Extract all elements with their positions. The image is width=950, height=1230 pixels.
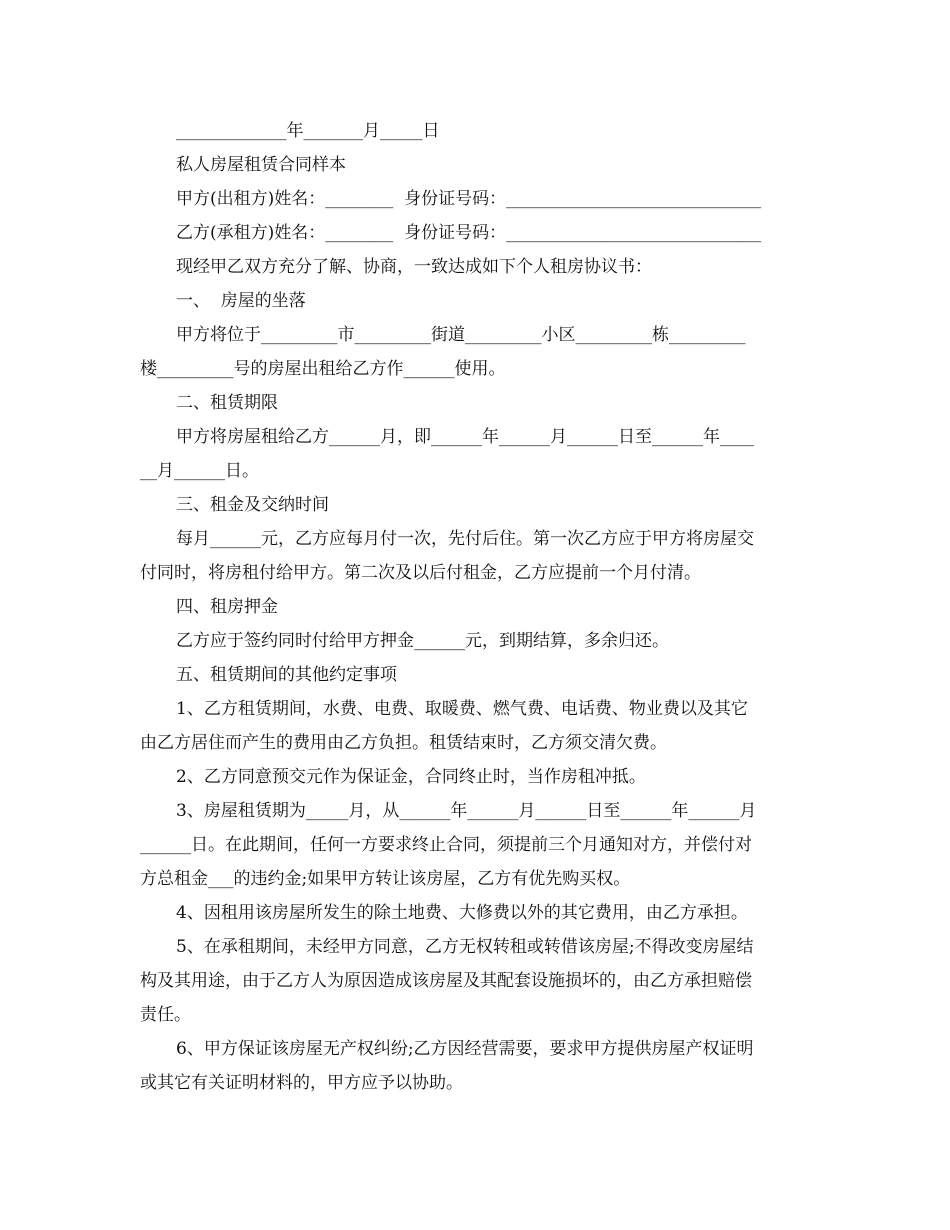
document-title: 私人房屋租赁合同样本 [176, 155, 346, 175]
section-2-line: 甲方将房屋租给乙方______月，即______年______月______日至______年____ [176, 427, 754, 447]
clause-5-line: 责任。 [140, 1005, 191, 1025]
clause-3-line: ______日。在此期间，任何一方要求终止合同，须提前三个月通知对方，并偿付对 [140, 835, 752, 855]
section-2-line: __月______日。 [140, 461, 259, 481]
clause-6-line: 或其它有关证明材料的，甲方应予以协助。 [140, 1073, 463, 1093]
section-5-heading: 五、租赁期间的其他约定事项 [176, 665, 397, 685]
party-a-line: 甲方(出租方)姓名：________ 身份证号码：______________________________ [176, 189, 762, 209]
section-4-line: 乙方应于签约同时付给甲方押金______元，到期结算，多余归还。 [176, 631, 669, 651]
clause-5-line: 构及其用途，由于乙方人为原因造成该房屋及其配套设施损坏的，由乙方承担赔偿 [140, 971, 752, 991]
clause-3-line: 3、房屋租赁期为_____月，从______年______月______日至______年______月 [176, 801, 757, 821]
section-1-line: 楼_________号的房屋出租给乙方作______使用。 [140, 359, 506, 379]
clause-4-line: 4、因租用该房屋所发生的除土地费、大修费以外的其它费用，由乙方承担。 [176, 903, 748, 923]
section-3-line: 付同时，将房租付给甲方。第二次及以后付租金，乙方应提前一个月付清。 [140, 563, 701, 583]
clause-2-line: 2、乙方同意预交元作为保证金，合同终止时，当作房租冲抵。 [176, 767, 646, 787]
section-1-heading: 一、 房屋的坐落 [176, 291, 306, 311]
section-3-heading: 三、租金及交纳时间 [176, 495, 329, 515]
section-1-line: 甲方将位于_________市_________街道_________小区_________栋_________ [176, 325, 746, 345]
date-line: _____________年_______月_____日 [176, 121, 440, 141]
section-4-heading: 四、租房押金 [176, 597, 278, 617]
section-3-line: 每月______元，乙方应每月付一次，先付后住。第一次乙方应于甲方将房屋交 [176, 529, 754, 549]
clause-1-line: 1、乙方租赁期间，水费、电费、取暖费、燃气费、电话费、物业费以及其它 [176, 699, 748, 719]
section-2-heading: 二、租赁期限 [176, 393, 278, 413]
preamble: 现经甲乙双方充分了解、协商，一致达成如下个人租房协议书： [176, 257, 652, 277]
clause-5-line: 5、在承租期间，未经甲方同意，乙方无权转租或转借该房屋;不得改变房屋结 [176, 937, 754, 957]
party-b-line: 乙方(承租方)姓名：________ 身份证号码：______________________________ [176, 223, 762, 243]
clause-1-line: 由乙方居住而产生的费用由乙方负担。租赁结束时，乙方须交清欠费。 [140, 733, 667, 753]
clause-3-line: 方总租金___的违约金;如果甲方转让该房屋，乙方有优先购买权。 [140, 869, 631, 889]
clause-6-line: 6、甲方保证该房屋无产权纠纷;乙方因经营需要，要求甲方提供房屋产权证明 [176, 1039, 754, 1059]
